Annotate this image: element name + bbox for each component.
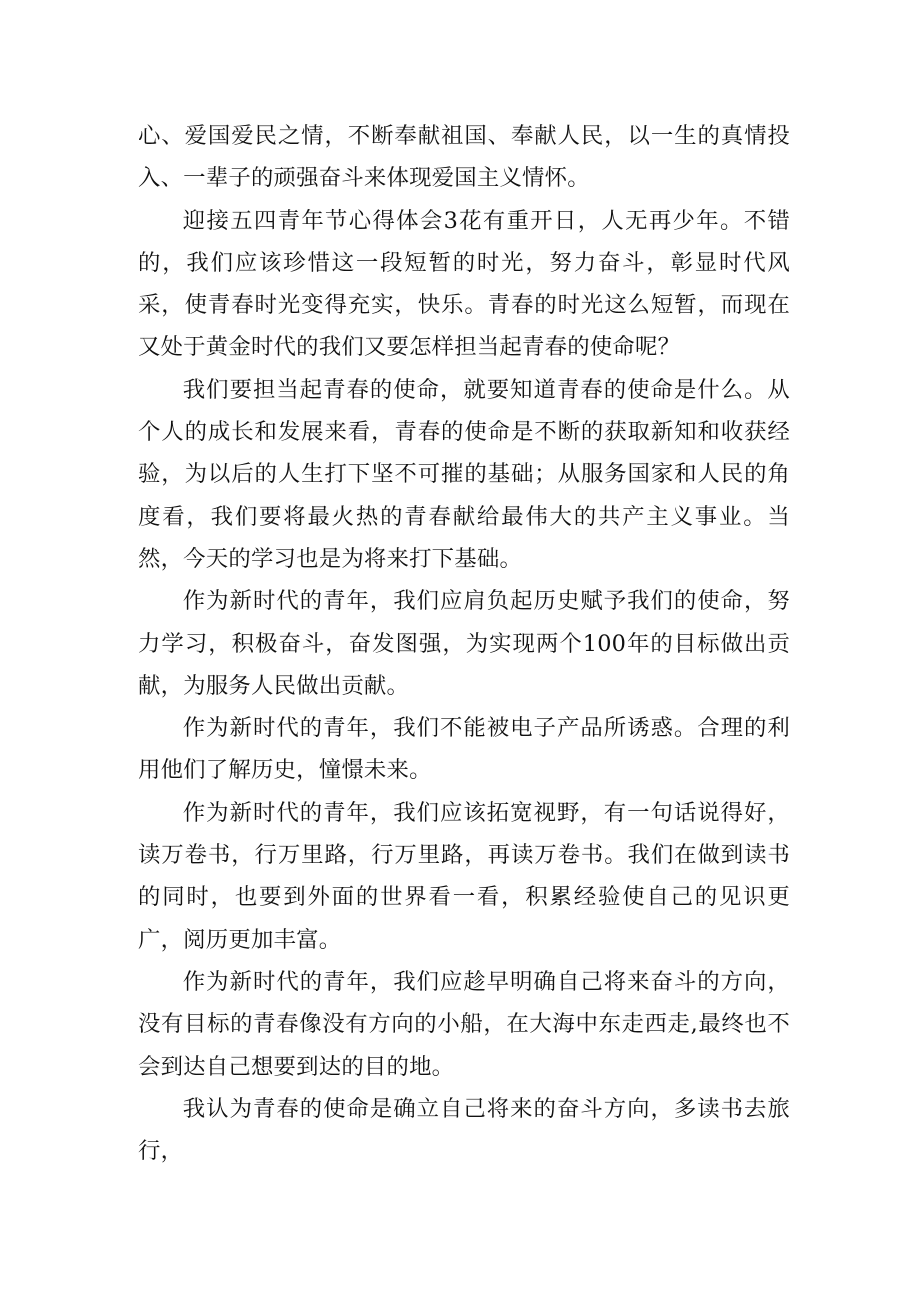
paragraph-youth-day-reflection: 迎接五四青年节心得体会3花有重开日，人无再少年。不错的，我们应该珍惜这一段短暂的时光，努力奋斗，彰显时代风采，使青春时光变得充实，快乐。青春的时光这么短暂，而现在又处于黄金时代的我们又要怎样担当起青春的使命呢？ <box>138 207 790 361</box>
paragraph-historic-mission: 作为新时代的青年，我们应肩负起历史赋予我们的使命，努力学习，积极奋斗，奋发图强，为实现两个100年的目标做出贡献，为服务人民做出贡献。 <box>138 588 790 699</box>
paragraph-broaden-horizons: 作为新时代的青年，我们应该拓宽视野，有一句话说得好，读万卷书，行万里路，行万里路，再读万卷书。我们在做到读书的同时，也要到外面的世界看一看，积累经验使自己的见识更广，阅历更加丰富。 <box>138 799 790 953</box>
paragraph-clear-direction: 作为新时代的青年，我们应趁早明确自己将来奋斗的方向，没有目标的青春像没有方向的小船，在大海中东走西走,最终也不会到达自己想要到达的目的地。 <box>138 968 790 1080</box>
paragraph-continuation: 心、爱国爱民之情，不断奉献祖国、奉献人民，以一生的真情投入、一辈子的顽强奋斗来体现爱国主义情怀。 <box>138 123 790 192</box>
document-body <box>138 115 790 1172</box>
paragraph-youth-mission: 我们要担当起青春的使命，就要知道青春的使命是什么。从个人的成长和发展来看，青春的使命是不断的获取新知和收获经验，为以后的人生打下坚不可摧的基础；从服务国家和人民的角度看，我们要将最火热的青春献给最伟大的共产主义事业。当然，今天的学习也是为将来打下基础。 <box>138 376 790 572</box>
paragraph-my-view: 我认为青春的使命是确立自己将来的奋斗方向，多读书去旅行， <box>138 1095 790 1165</box>
paragraph-electronic-products: 作为新时代的青年，我们不能被电子产品所诱惑。合理的利用他们了解历史，憧憬未来。 <box>138 715 790 784</box>
